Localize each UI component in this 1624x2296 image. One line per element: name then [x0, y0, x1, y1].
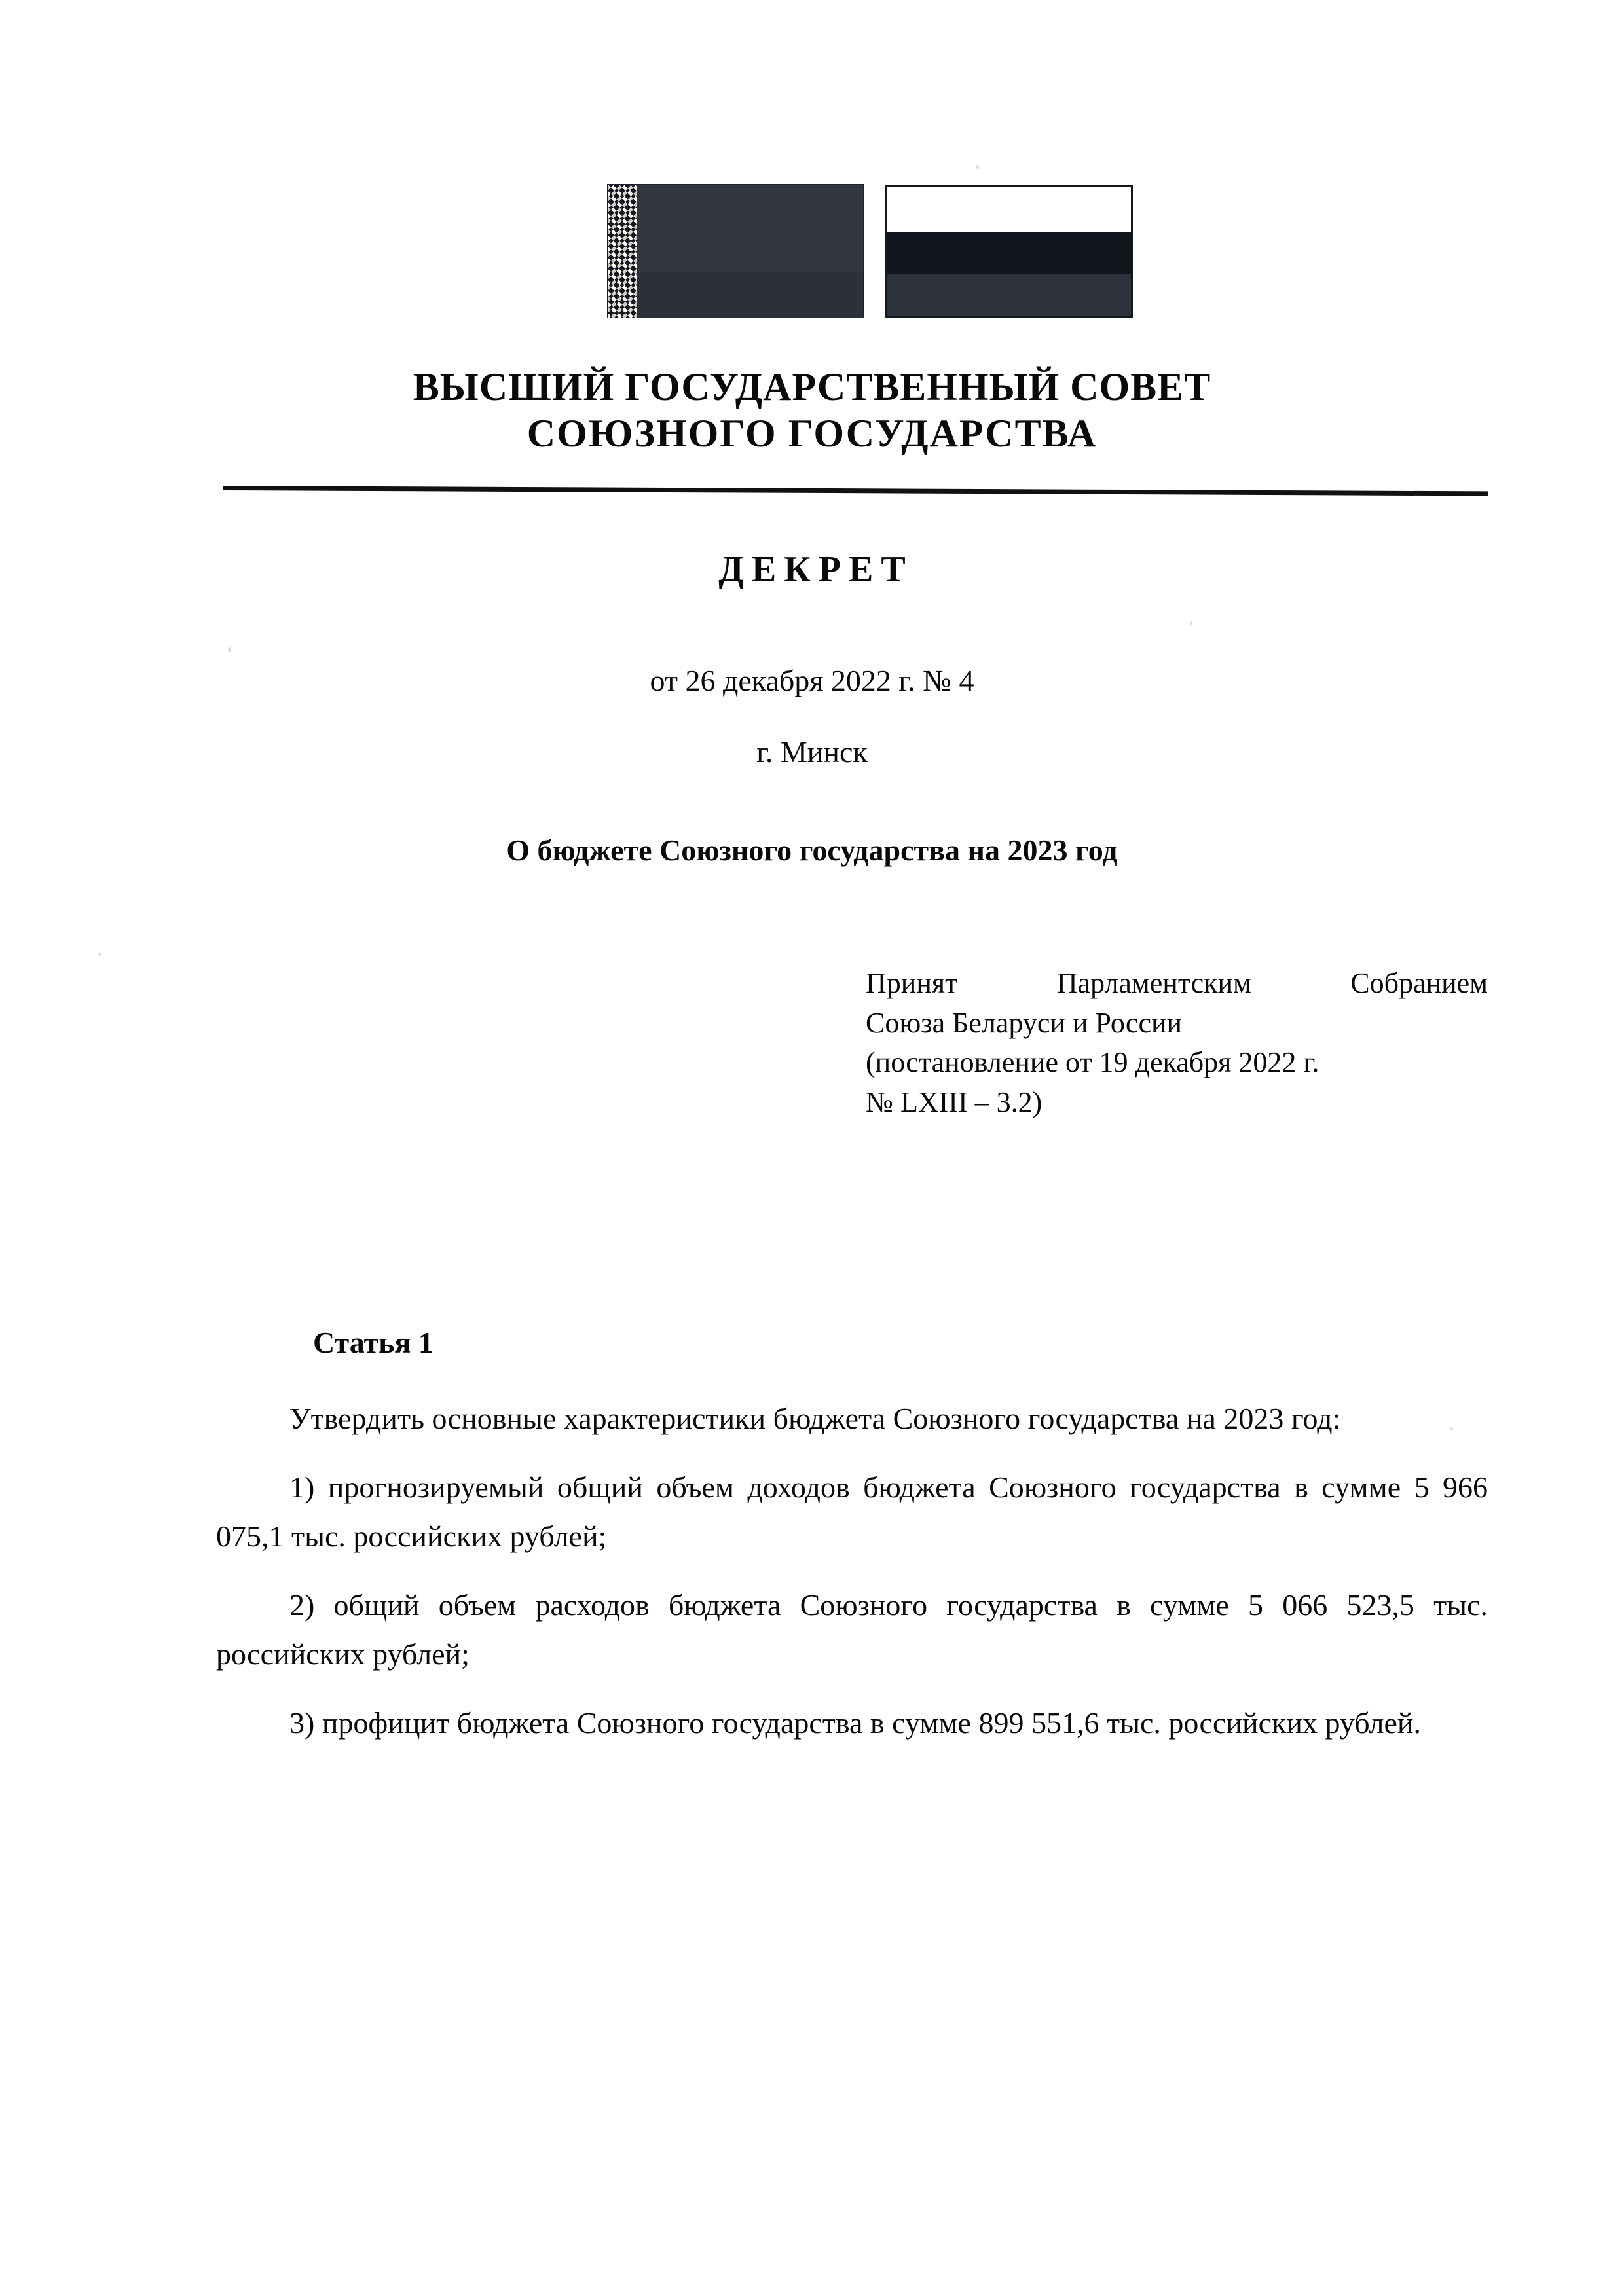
organization-title-line1: ВЫСШИЙ ГОСУДАРСТВЕННЫЙ СОВЕТ	[413, 365, 1211, 409]
scan-speck	[228, 647, 231, 652]
document-date-number: от 26 декабря 2022 г. № 4	[650, 664, 974, 697]
scan-speck	[1190, 621, 1192, 625]
scan-speck	[976, 165, 979, 169]
russia-flag-red-band	[887, 274, 1131, 316]
organization-title	[0, 364, 1624, 457]
adoption-note-line4: № LXIII – 3.2)	[866, 1086, 1043, 1119]
belarus-flag-red-band	[637, 185, 863, 272]
belarus-ornament-stripe	[608, 185, 637, 318]
document-subject-title: О бюджете Союзного государства на 2023 год	[506, 833, 1118, 867]
adoption-note-line3: (постановление от 19 декабря 2022 г.	[866, 1046, 1320, 1079]
belarus-flag-bands	[637, 185, 863, 318]
russia-flag-blue-band	[887, 232, 1131, 274]
adoption-note-line1: Принят Парламентским Собранием	[866, 967, 1488, 999]
article-1-item-3: 3) профицит бюджета Союзного государства в сумме 899 551,6 тыс. российских рублей.	[289, 1705, 1422, 1740]
adoption-note-line2: Союза Беларуси и России	[866, 1006, 1183, 1039]
document-city: г. Минск	[756, 735, 868, 769]
belarus-flag-green-band	[637, 272, 863, 318]
header-divider-rule	[223, 486, 1488, 496]
scan-speck	[98, 953, 101, 956]
article-1-heading: Статья 1	[313, 1326, 434, 1359]
document-kind-heading: ДЕКРЕТ	[718, 549, 913, 590]
flag-of-russia-icon	[885, 185, 1133, 318]
adoption-note	[866, 964, 1488, 1123]
article-1-item-2: 2) общий объем расходов бюджета Союзного государства в сумме 5 066 523,5 тыс. российских рублей;	[216, 1588, 1488, 1671]
article-1-item-1: 1) прогнозируемый общий объем доходов бюджета Союзного государства в сумме 5 966 075,1 тыс. российских рублей;	[216, 1470, 1488, 1553]
article-1-body	[216, 1394, 1488, 1748]
flag-of-belarus-icon	[608, 185, 863, 318]
state-flags	[608, 185, 1133, 318]
russia-flag-white-band	[887, 187, 1131, 232]
organization-title-line2: СОЮЗНОГО ГОСУДАРСТВА	[526, 411, 1098, 455]
article-1-lead-paragraph: Утвердить основные характеристики бюджета Союзного государства на 2023 год:	[289, 1402, 1341, 1435]
